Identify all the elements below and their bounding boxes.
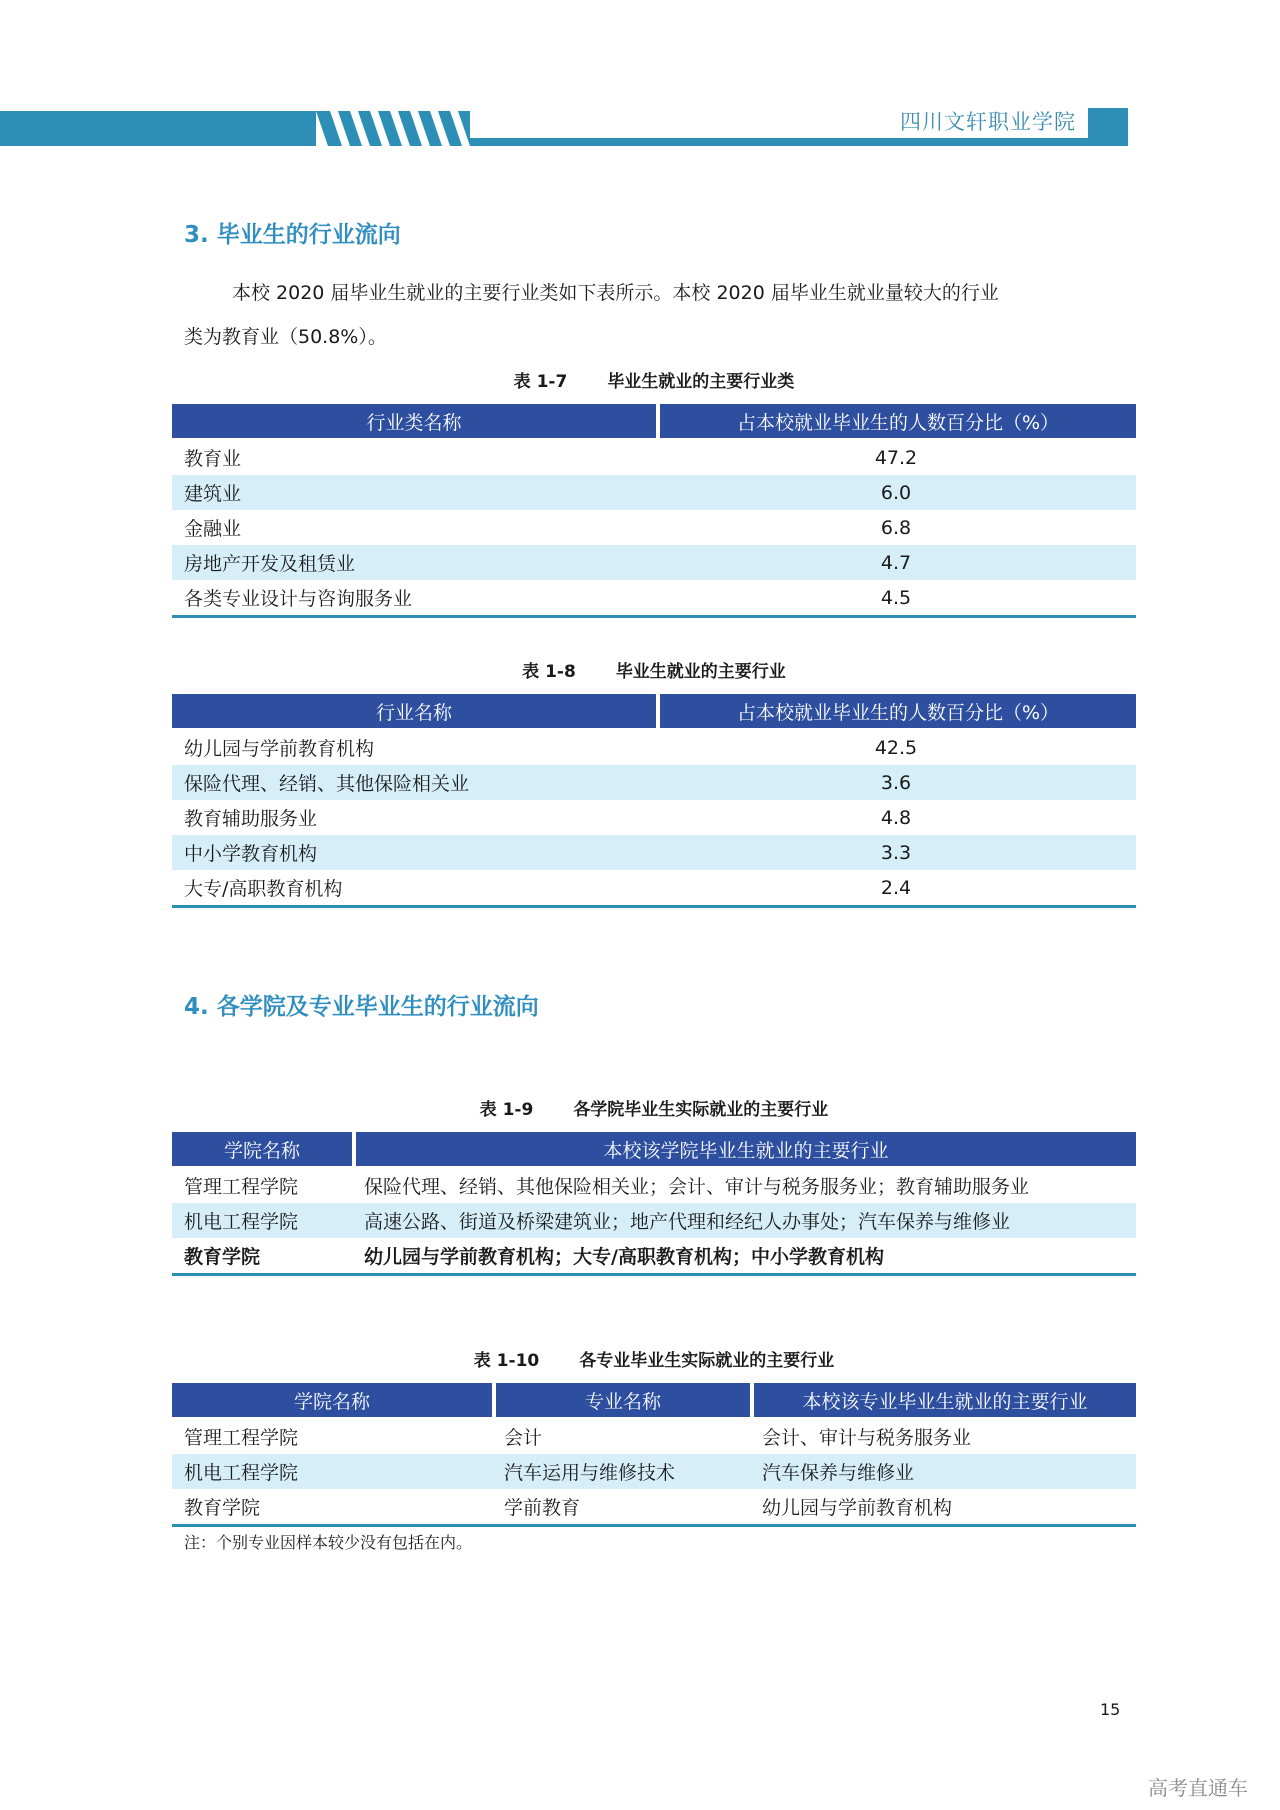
industry-name: 建筑业: [172, 475, 656, 510]
percent-value: 2.4: [656, 870, 1136, 908]
industry-name: 中小学教育机构: [172, 835, 656, 870]
percent-value: 42.5: [874, 736, 918, 759]
table-label: 表 1-10: [473, 1351, 540, 1371]
industry-name: 教育辅助服务业: [184, 808, 318, 830]
table-header-cell: 行业类名称: [172, 404, 656, 440]
table-header-cell: 本校该学院毕业生就业的主要行业: [352, 1132, 1136, 1168]
table-note: 注：个别专业因样本较少没有包括在内。: [184, 1533, 473, 1552]
table-1-10: [172, 1383, 1136, 1527]
table-header-cell: 占本校就业毕业生的人数百分比（%）: [656, 404, 1136, 440]
table-row: [172, 800, 1136, 835]
table-1-8: [172, 694, 1136, 908]
table-header-cell: 行业名称: [172, 694, 656, 730]
table-header-cell: 学院名称: [172, 1132, 352, 1168]
table-header-cell: 学院名称: [172, 1383, 492, 1419]
table-title: 毕业生就业的主要行业: [615, 662, 786, 682]
industry-name: 教育业: [184, 448, 242, 470]
table-header-cell: 专业名称: [492, 1383, 750, 1419]
table-title: 各学院毕业生实际就业的主要行业: [573, 1100, 829, 1120]
paragraph-line-2: 类为教育业（50.8%）。: [184, 326, 387, 348]
table-header-cell: 本校该专业毕业生就业的主要行业: [750, 1383, 1136, 1419]
industry-name: 金融业: [184, 518, 242, 540]
table-1-8-caption: [172, 657, 1136, 682]
college-name: 管理工程学院: [184, 1176, 299, 1198]
main-industries: 保险代理、经销、其他保险相关业；会计、审计与税务服务业；教育辅助服务业: [364, 1176, 1030, 1198]
table-row: [172, 730, 1136, 765]
percent-value: 4.7: [656, 545, 1136, 580]
table-title: 毕业生就业的主要行业类: [607, 372, 795, 392]
table-label: 表 1-7: [513, 372, 568, 392]
page-number: 15: [1100, 1700, 1121, 1719]
section-4-heading: 4. 各学院及专业毕业生的行业流向: [184, 994, 539, 1020]
main-industry: 幼儿园与学前教育机构: [750, 1489, 1136, 1527]
table-row: [172, 1238, 1136, 1276]
header-stripes-decoration: [316, 111, 476, 146]
main-industries: 幼儿园与学前教育机构；大专/高职教育机构；中小学教育机构: [352, 1238, 1136, 1276]
table-1-9: [172, 1132, 1136, 1276]
table-row: [172, 510, 1136, 545]
table-label: 表 1-8: [522, 662, 576, 682]
school-name: 四川文轩职业学院: [900, 110, 1076, 134]
table-header-row: [172, 694, 1136, 730]
percent-value: 47.2: [874, 446, 918, 469]
table-title: 各专业毕业生实际就业的主要行业: [579, 1351, 835, 1371]
section-3-heading: 3. 毕业生的行业流向: [184, 222, 401, 248]
table-row: [172, 1168, 1136, 1203]
main-industry: 汽车保养与维修业: [750, 1454, 1136, 1489]
industry-name: 房地产开发及租赁业: [172, 545, 656, 580]
percent-value: 6.0: [656, 475, 1136, 510]
table-row: [172, 870, 1136, 908]
college-name: 教育学院: [172, 1489, 492, 1527]
college-name: 教育学院: [172, 1238, 352, 1276]
percent-value: 3.6: [656, 765, 1136, 800]
percent-value: 4.5: [656, 580, 1136, 618]
college-name: 机电工程学院: [172, 1203, 352, 1238]
section-3-paragraph: [184, 271, 1128, 359]
college-name: 管理工程学院: [184, 1427, 299, 1449]
percent-value: 6.8: [880, 516, 912, 539]
table-1-9-caption: [172, 1095, 1136, 1120]
table-row: [172, 765, 1136, 800]
college-name: 机电工程学院: [172, 1454, 492, 1489]
watermark-text: 高考直通车: [1148, 1776, 1248, 1800]
table-1-7-caption: [172, 367, 1136, 392]
table-header-row: [172, 1132, 1136, 1168]
table-header-row: [172, 1383, 1136, 1419]
table-1-10-caption: [172, 1346, 1136, 1371]
header-band-end: [1088, 108, 1128, 146]
table-label: 表 1-9: [479, 1100, 534, 1120]
table-row: [172, 1454, 1136, 1489]
percent-value: 3.3: [656, 835, 1136, 870]
table-row: [172, 440, 1136, 475]
percent-value: 4.8: [880, 806, 912, 829]
table-1-7: [172, 404, 1136, 618]
major-name: 学前教育: [492, 1489, 750, 1527]
table-header-cell: 占本校就业毕业生的人数百分比（%）: [656, 694, 1136, 730]
table-row: [172, 475, 1136, 510]
industry-name: 保险代理、经销、其他保险相关业: [172, 765, 656, 800]
paragraph-line-1: 本校 2020 届毕业生就业的主要行业类如下表所示。本校 2020 届毕业生就业量较大的行业: [232, 282, 999, 304]
table-row: [172, 1419, 1136, 1454]
table-header-row: [172, 404, 1136, 440]
table-row: [172, 545, 1136, 580]
industry-name: 大专/高职教育机构: [172, 870, 656, 908]
table-row: [172, 1203, 1136, 1238]
main-industry: 会计、审计与税务服务业: [762, 1427, 972, 1449]
table-row: [172, 835, 1136, 870]
major-name: 汽车运用与维修技术: [492, 1454, 750, 1489]
main-industries: 高速公路、街道及桥梁建筑业；地产代理和经纪人办事处；汽车保养与维修业: [352, 1203, 1136, 1238]
table-row: [172, 1489, 1136, 1527]
major-name: 会计: [504, 1427, 543, 1449]
industry-name: 各类专业设计与咨询服务业: [172, 580, 656, 618]
industry-name: 幼儿园与学前教育机构: [184, 738, 375, 760]
table-row: [172, 580, 1136, 618]
